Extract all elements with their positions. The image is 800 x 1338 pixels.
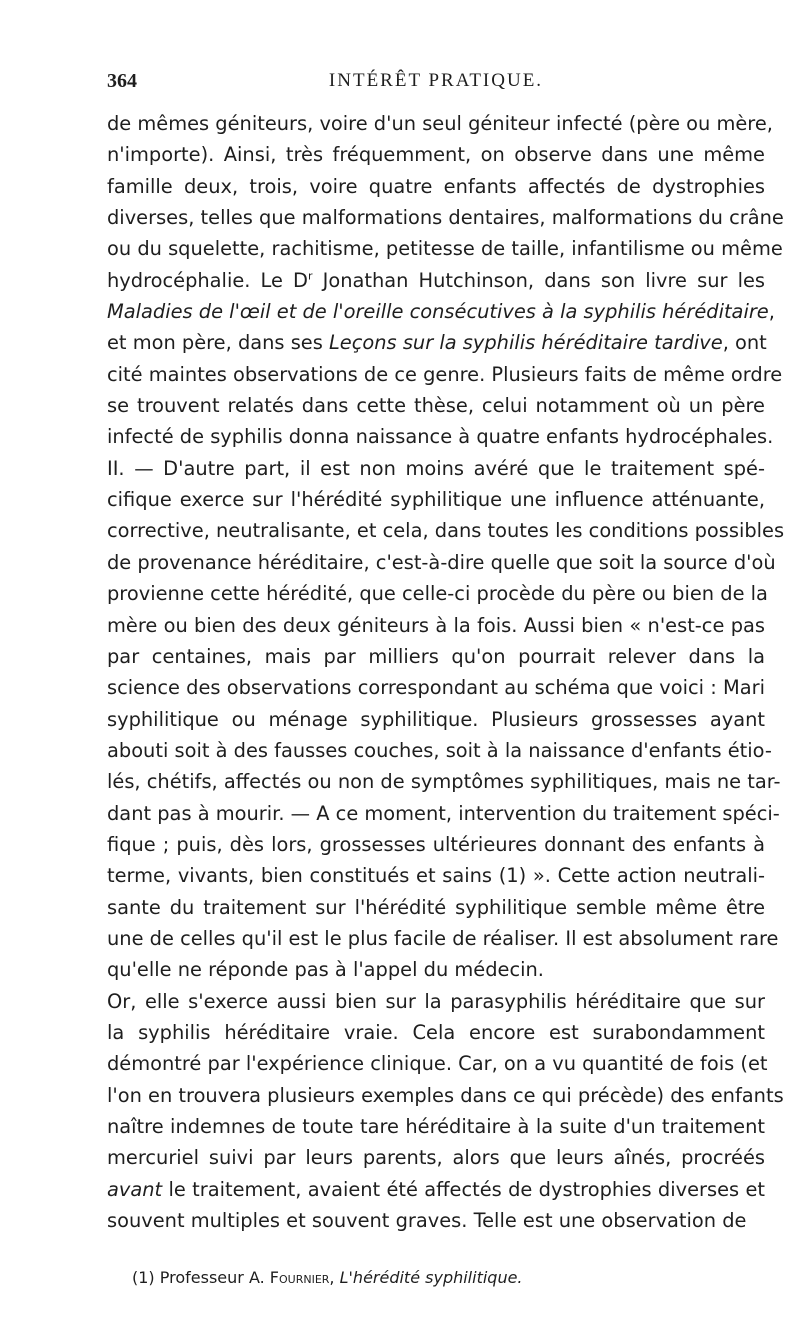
text-line: cité maintes observations de ce genre. Plusieurs faits de même ordre: [107, 362, 783, 386]
text-line: la syphilis héréditaire vraie. Cela encore est surabondamment: [107, 1020, 765, 1044]
text-line: provienne cette hérédité, que celle-ci procède du père ou bien de la: [107, 582, 768, 606]
page-number: 364: [107, 70, 137, 92]
text-line: et mon père, dans ses Leçons sur la syphilis héréditaire tardive, ont: [107, 331, 767, 355]
body-text: [107, 108, 785, 1236]
text-line: syphilitique ou ménage syphilitique. Plusieurs grossesses ayant: [107, 707, 765, 731]
text-line: famille deux, trois, voire quatre enfants affectés de dystrophies: [107, 174, 765, 198]
text-line: par centaines, mais par milliers qu'on pourrait relever dans la: [107, 644, 765, 668]
footnote-lead: Professeur A.: [159, 1268, 265, 1287]
text-line: se trouvent relatés dans cette thèse, celui notamment où un père: [107, 394, 765, 418]
footnote-marker: (1): [132, 1268, 155, 1287]
footnote: [132, 1268, 772, 1287]
text-line: II. — D'autre part, il est non moins avéré que le traitement spé-: [107, 456, 765, 480]
text-line: Or, elle s'exerce aussi bien sur la parasyphilis héréditaire que sur: [107, 989, 765, 1013]
footnote-author: Fournier,: [269, 1268, 335, 1287]
page-header: [107, 70, 765, 98]
text-line: hydrocéphalie. Le $D^r$ Jonathan Hutchinson, dans son livre sur les: [107, 268, 765, 292]
text-line: Maladies de l'œil et de l'oreille consécutives à la syphilis héréditaire,: [107, 300, 775, 324]
text-line: abouti soit à des fausses couches, soit à la naissance d'enfants étio-: [107, 738, 772, 762]
text-line: une de celles qu'il est le plus facile de réaliser. Il est absolument rare: [107, 926, 779, 950]
text-line: fique ; puis, dès lors, grossesses ultérieures donnant des enfants à: [107, 832, 765, 856]
text-line: de provenance héréditaire, c'est-à-dire quelle que soit la source d'où: [107, 550, 776, 574]
text-line: souvent multiples et souvent graves. Telle est une observation de: [107, 1209, 747, 1233]
text-line: sante du traitement sur l'hérédité syphilitique semble même être: [107, 895, 765, 919]
footnote-title: L'hérédité syphilitique.: [339, 1268, 523, 1287]
text-line: mère ou bien des deux géniteurs à la fois. Aussi bien « n'est-ce pas: [107, 613, 765, 637]
text-line: science des observations correspondant au schéma que voici : Mari: [107, 676, 765, 700]
text-line: terme, vivants, bien constitués et sains (1) ». Cette action neutrali-: [107, 864, 765, 888]
text-line: corrective, neutralisante, et cela, dans toutes les conditions possibles: [107, 519, 785, 543]
text-line: lés, chétifs, affectés ou non de symptômes syphilitiques, mais ne tar-: [107, 770, 781, 794]
text-line: de mêmes géniteurs, voire d'un seul géniteur infecté (père ou mère,: [107, 112, 773, 135]
text-line: infecté de syphilis donna naissance à quatre enfants hydrocéphales.: [107, 425, 774, 449]
text-line: naître indemnes de toute tare héréditaire à la suite d'un traitement: [107, 1115, 765, 1138]
text-line: diverses, telles que malformations dentaires, malformations du crâne: [107, 206, 784, 230]
text-line: mercuriel suivi par leurs parents, alors que leurs aînés, procréés: [107, 1146, 765, 1170]
text-line: n'importe). Ainsi, très fréquemment, on observe dans une même: [107, 143, 765, 167]
text-line: dant pas à mourir. — A ce moment, intervention du traitement spéci-: [107, 801, 780, 825]
text-line: ou du squelette, rachitisme, petitesse de taille, infantilisme ou même: [107, 237, 783, 261]
text-line: qu'elle ne réponde pas à l'appel du médecin.: [107, 958, 544, 982]
text-line: cifique exerce sur l'hérédité syphilitique une influence atténuante,: [107, 488, 765, 512]
text-line: avant le traitement, avaient été affectés de dystrophies diverses et: [107, 1177, 765, 1201]
running-head: INTÉRÊT PRATIQUE.: [328, 70, 544, 91]
text-line: démontré par l'expérience clinique. Car, on a vu quantité de fois (et: [107, 1052, 768, 1076]
text-line: l'on en trouvera plusieurs exemples dans ce qui précède) des enfants: [107, 1083, 784, 1107]
